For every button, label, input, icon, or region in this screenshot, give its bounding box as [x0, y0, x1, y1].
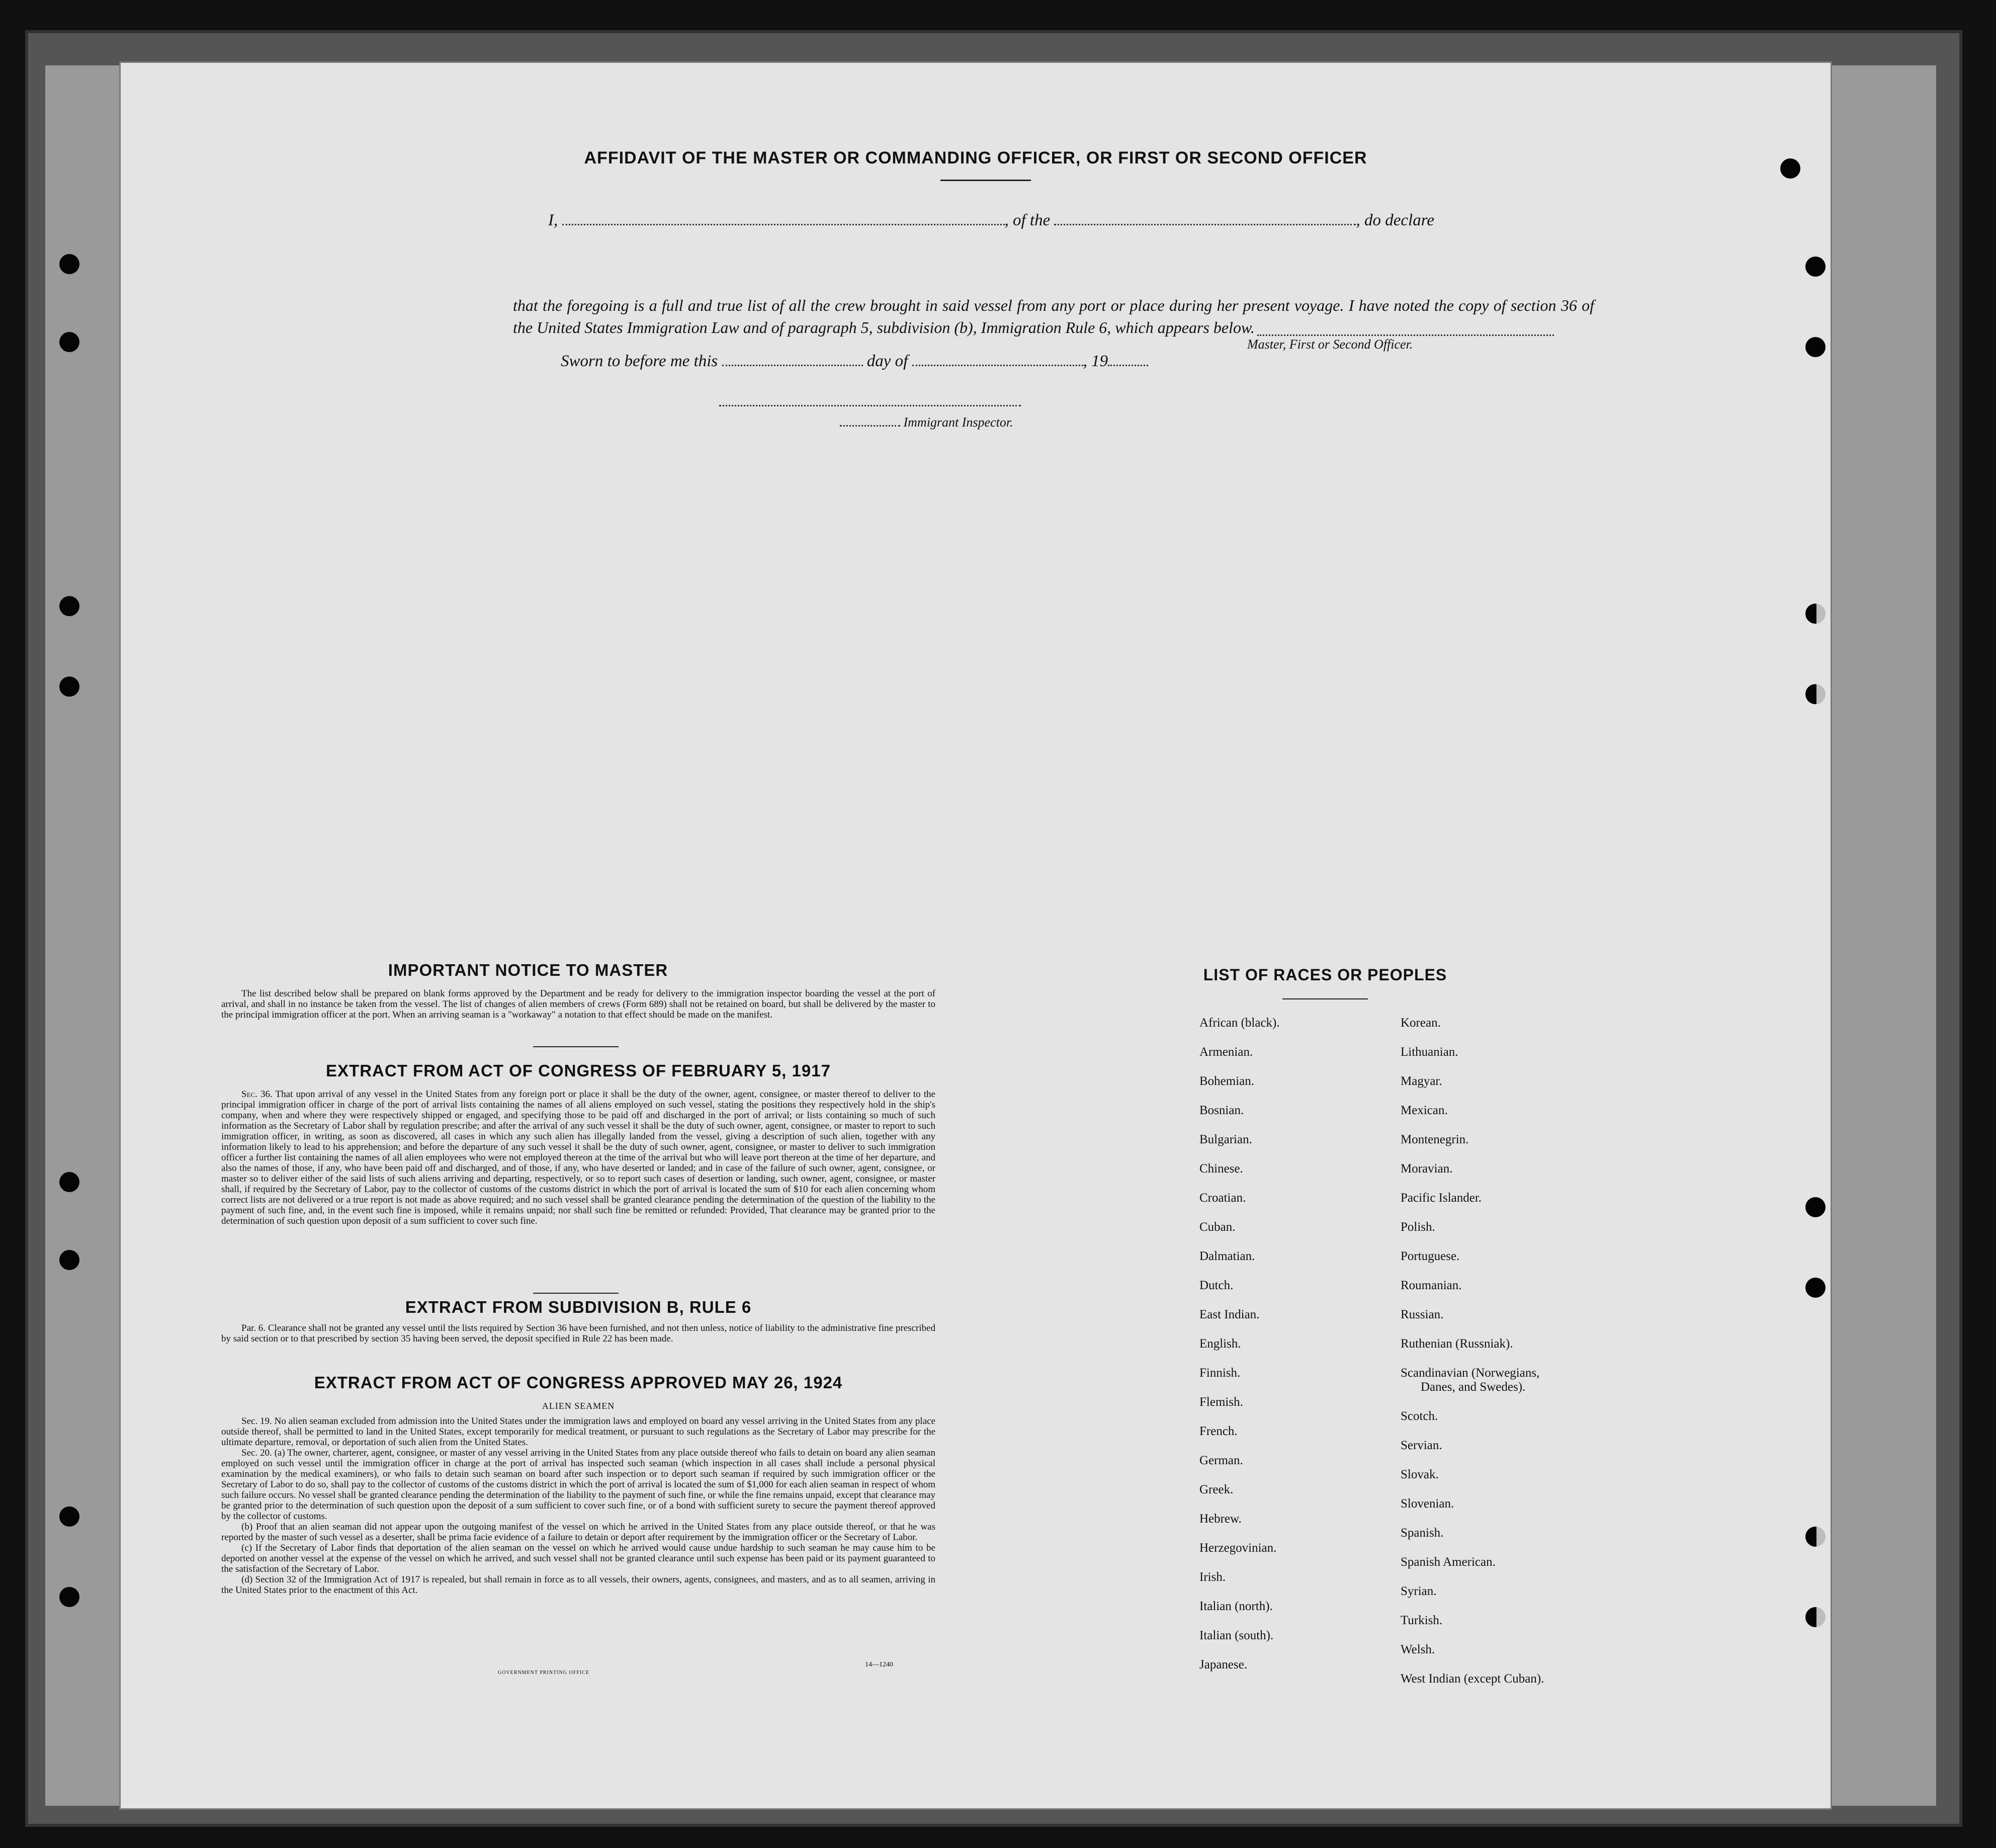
inspector-blank: [840, 425, 900, 427]
sworn-day-of: day of: [866, 352, 908, 370]
binder-hole: [59, 1172, 79, 1192]
divider: [533, 1046, 619, 1047]
extract-1917-paragraph: That upon arrival of any vessel in the United States from any foreign port or place it shall be the duty of the owner, agent, consignee, or master thereof to deliver to the principal immigration officer in charge of the port of arrival lists containing the names of all aliens employed on such vessel, stating the positions they respectively hold in the ship's company, when and where they were respectively shipped or engaged, and specifying those to be paid off and discharged in the port of arrival; or lists containing so much of such information as the Secretary of Labor shall by regulation prescribe; and after the arrival of any such vessel it shall be the duty of such owner, agent, consignee, or master to report to such immigration officer, in writing, as soon as discovered, all cases in which any such alien has illegally landed from the vessel, giving a description of such alien, together with any information likely to lead to his apprehension; and before the departure of any such vessel it shall be the duty of such owner, agent, consignee, or master to deliver to such immigration officer a further list containing the names of all alien employees who were not employed thereon at the time of the arrival but who will leave port thereon at the time of her departure, and also the names of those, if any, who have been paid off and discharged, and of those, if any, who have deserted or landed; and in case of the failure of such owner, agent, consignee, or master so to deliver either of the said lists of such aliens arriving and departing, respectively, or so to report such cases of desertion or landing, such owner, agent, consignee, or master shall, if required by the Secretary of Labor, pay to the collector of customs of the customs district in which the port of arrival is located the sum of $10 for each alien concerning whom correct lists are not delivered or a true report is not made as above required; and no such vessel shall be granted clearance pending the determination of the question of the liability to the payment of such fine, and, in the event such fine is imposed, while it remains unpaid; nor shall such fine be remitted or refunded: Provided, That clearance may be granted prior to the determination of such question upon deposit of a sum sufficient to cover such fine.: [221, 1089, 935, 1226]
name-blank[interactable]: [562, 224, 1005, 225]
punch-hole: [1805, 257, 1826, 277]
race-item: Flemish.: [1199, 1395, 1243, 1409]
notice-text: [221, 988, 935, 1020]
notice-paragraph: The list described below shall be prepared on blank forms approved by the Department and be ready for delivery to the immigration inspector boarding the vessel at the port of arrival, and shall in no instance be taken from the vessel. The list of changes of alien members of crews (Form 689) shall not be retained on board, but shall be delivered by the master to the principal immigration officer at the port. When an arriving seaman is a "workaway" a notation to that effect should be made on the manifest.: [221, 988, 935, 1020]
extract-1917-text: [221, 1089, 935, 1226]
race-item: Finnish.: [1199, 1366, 1241, 1380]
master-caption: Master, First or Second Officer.: [1247, 337, 1413, 352]
notice-title: IMPORTANT NOTICE TO MASTER: [388, 961, 668, 979]
race-item: Spanish.: [1401, 1526, 1444, 1540]
binder-hole: [59, 254, 79, 274]
vessel-blank[interactable]: [1054, 224, 1356, 225]
sec20b-paragraph: (b) Proof that an alien seaman did not appear upon the outgoing manifest of the vessel on which he arrived in the United States from any place outside thereof, or that he was reported by the master of such vessel as a deserter, shall be prima facie evidence of a failure to detain or deport after requirement by the immigration officer or the Secretary of Labor.: [221, 1522, 935, 1543]
race-item: Spanish American.: [1401, 1555, 1496, 1569]
form-number: 14—1240: [865, 1661, 893, 1668]
punch-hole: [1805, 684, 1826, 704]
race-item: Polish.: [1401, 1220, 1435, 1234]
race-item: Dalmatian.: [1199, 1249, 1255, 1263]
binder-hole: [59, 677, 79, 697]
punch-hole: [1805, 1278, 1826, 1298]
sec20d-paragraph: (d) Section 32 of the Immigration Act of 1917 is repealed, but shall remain in force as to all vessels, their owners, agents, consignees, and masters, and as to all seamen, arriving in the United States prior to the enactment of this Act.: [221, 1574, 935, 1595]
binder-hole: [59, 1587, 79, 1607]
race-item: Italian (south).: [1199, 1629, 1274, 1642]
month-blank[interactable]: [912, 365, 1083, 366]
race-item: Welsh.: [1401, 1643, 1435, 1656]
divider: [1282, 998, 1368, 999]
race-item: Magyar.: [1401, 1074, 1442, 1088]
label-of-the: , of the: [1004, 211, 1051, 229]
binder-hole: [59, 332, 79, 352]
race-item: Scandinavian (Norwegians,: [1401, 1366, 1540, 1380]
race-item: Roumanian.: [1401, 1279, 1462, 1292]
sworn-year: , 19: [1083, 352, 1108, 370]
punch-hole: [1805, 604, 1826, 624]
race-item: Bulgarian.: [1199, 1133, 1252, 1146]
races-title: LIST OF RACES OR PEOPLES: [1203, 966, 1447, 984]
extract-1924-title: EXTRACT FROM ACT OF CONGRESS APPROVED MAY 26, 1924: [314, 1373, 843, 1392]
race-item: Chinese.: [1199, 1162, 1243, 1175]
divider: [533, 1293, 619, 1294]
race-item: Russian.: [1401, 1308, 1444, 1321]
punch-hole: [1805, 1197, 1826, 1217]
day-blank[interactable]: [722, 365, 863, 366]
race-item: Dutch.: [1199, 1279, 1234, 1292]
sec20a-paragraph: Sec. 20. (a) The owner, charterer, agent, consignee, or master of any vessel arriving in the United States from any place outside thereof who fails to detain on board any alien seaman employed on such vessel until the immigration officer in charge at the port of arrival has inspected such seaman (which inspection in all cases shall include a personal physical examination by the medical examiners), or who fails to detain such seaman on board after such inspection or to deport such seaman if required by such immigration officer or the Secretary of Labor to do so, shall pay to the collector of customs of the customs district in which the port of arrival is located the sum of $1,000 for each alien seaman in respect of whom such failure occurs. No vessel shall be granted clearance pending the determination of the liability to the payment of such fine, or while the fine remains unpaid, except that clearance may be granted prior to the determination of such question upon the deposit of a sum sufficient to cover such fine, or of a bond with sufficient surety to secure the payment thereof approved by the collector of customs.: [221, 1448, 935, 1522]
sec19-paragraph: Sec. 19. No alien seaman excluded from admission into the United States under the immigration laws and employed on board any vessel arriving in the United States from any place outside thereof, shall be permitted to land in the United States, except temporarily for medical treatment, or pursuant to such regulations as the Secretary of Labor may prescribe for the ultimate departure, removal, or deportation of such alien from the United States.: [221, 1416, 935, 1448]
race-item: Scotch.: [1401, 1409, 1438, 1423]
affidavit-title: AFFIDAVIT OF THE MASTER OR COMMANDING OFFICER, OR FIRST OR SECOND OFFICER: [584, 148, 1367, 167]
race-item: Mexican.: [1401, 1104, 1448, 1117]
race-item: Irish.: [1199, 1570, 1226, 1584]
race-item: German.: [1199, 1454, 1243, 1467]
race-item: Japanese.: [1199, 1658, 1248, 1671]
race-item: Moravian.: [1401, 1162, 1453, 1175]
race-item: Montenegrin.: [1401, 1133, 1469, 1146]
alien-seamen-subtitle: ALIEN SEAMEN: [542, 1401, 615, 1411]
race-item: Servian.: [1401, 1439, 1442, 1452]
rule6-paragraph: Par. 6. Clearance shall not be granted any vessel until the lists required by Section 36 have been furnished, and not then unless, notice of liability to the administrative fine prescribed by said section or to that prescribed by section 35 having been served, the deposit specified in Rule 22 has been made.: [221, 1323, 935, 1344]
race-item: Danes, and Swedes).: [1421, 1380, 1526, 1394]
inspector-signature-line[interactable]: [719, 405, 1021, 406]
race-item: Herzegovinian.: [1199, 1541, 1277, 1555]
extract-1924-text: [221, 1416, 935, 1595]
master-signature-line[interactable]: [1257, 334, 1554, 336]
declaration-paragraph: that the foregoing is a full and true list of all the crew brought in said vessel from any port or place during her present voyage. I have noted the copy of section 36 of the United States Immigration Law and of paragraph 5, subdivision (b), Immigration Rule 6, which appears below.: [513, 296, 1594, 337]
race-item: West Indian (except Cuban).: [1401, 1672, 1544, 1686]
sec20c-paragraph: (c) If the Secretary of Labor finds that deportation of the alien seaman on the vessel on which he arrived would cause undue hardship to such seaman he may cause him to be deported on another vessel at the expense of the vessel on which he arrived, and such vessel shall not be granted clearance until such expense has been paid or its payment guaranteed to the satisfaction of the Secretary of Labor.: [221, 1543, 935, 1574]
label-do-declare: , do declare: [1356, 211, 1434, 229]
year-blank[interactable]: [1108, 365, 1148, 366]
punch-hole: [1805, 1607, 1826, 1627]
label-i: I,: [548, 211, 558, 229]
title-underline: [940, 180, 1031, 181]
race-item: Korean.: [1401, 1016, 1441, 1030]
race-item: Bohemian.: [1199, 1074, 1255, 1088]
punch-hole: [1805, 337, 1826, 357]
race-item: Slovenian.: [1401, 1497, 1454, 1510]
race-item: Portuguese.: [1401, 1249, 1460, 1263]
race-item: French.: [1199, 1424, 1238, 1438]
sworn-line: [561, 352, 1148, 371]
affidavit-page: [121, 63, 1831, 1808]
declaration-line: [548, 211, 1434, 230]
extract-1917-title: EXTRACT FROM ACT OF CONGRESS OF FEBRUARY 5, 1917: [326, 1061, 831, 1080]
race-item: Hebrew.: [1199, 1512, 1242, 1526]
race-item: Turkish.: [1401, 1614, 1443, 1627]
binder-hole: [59, 1250, 79, 1270]
race-item: African (black).: [1199, 1016, 1280, 1030]
rule6-text: [221, 1323, 935, 1344]
race-item: English.: [1199, 1337, 1241, 1351]
section-label: Sec. 36.: [241, 1089, 273, 1100]
race-item: Syrian.: [1401, 1584, 1437, 1598]
binder-hole: [59, 1506, 79, 1527]
rule6-title: EXTRACT FROM SUBDIVISION B, RULE 6: [405, 1298, 752, 1316]
inspector-caption: [840, 415, 1013, 430]
race-item: Bosnian.: [1199, 1104, 1244, 1117]
sworn-prefix: Sworn to before me this: [561, 352, 718, 370]
race-item: Pacific Islander.: [1401, 1191, 1482, 1205]
race-item: East Indian.: [1199, 1308, 1260, 1321]
race-item: Greek.: [1199, 1483, 1234, 1496]
race-item: Italian (north).: [1199, 1600, 1273, 1613]
binder-hole: [59, 596, 79, 616]
race-item: Lithuanian.: [1401, 1045, 1458, 1059]
race-item: Armenian.: [1199, 1045, 1253, 1059]
race-item: Croatian.: [1199, 1191, 1246, 1205]
race-item: Cuban.: [1199, 1220, 1236, 1234]
punch-hole: [1805, 1527, 1826, 1547]
inspector-caption-text: Immigrant Inspector.: [903, 415, 1013, 430]
printer-mark: GOVERNMENT PRINTING OFFICE: [498, 1670, 589, 1675]
race-item: Slovak.: [1401, 1468, 1439, 1481]
race-item: Ruthenian (Russniak).: [1401, 1337, 1513, 1351]
